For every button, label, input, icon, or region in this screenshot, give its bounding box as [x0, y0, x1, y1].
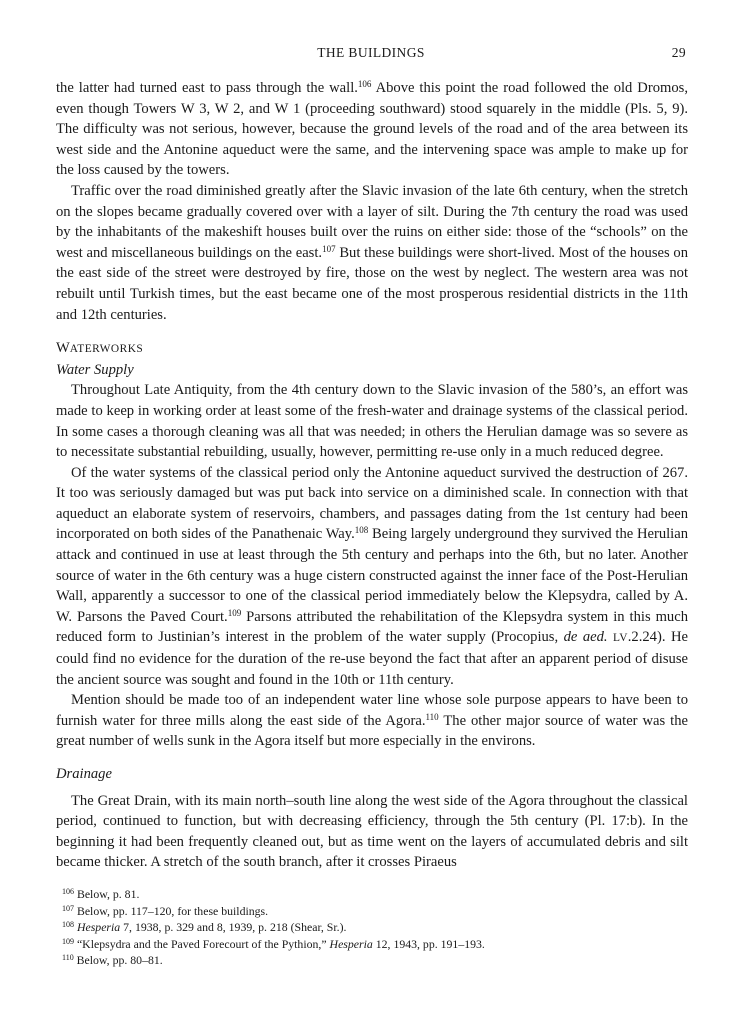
footnote-ref-109[interactable]: 109 [227, 607, 242, 618]
footnote: $^{108}$ Hesperia 7, 1938, p. 329 and 8, 1939, p. 218 (Shear, Sr.). [62, 920, 347, 935]
page-number: 29 [671, 45, 686, 60]
citation-book: LV [613, 632, 628, 645]
footnote: $^{109}$ “Klepsydra and the Paved Forecourt of the Pythion,” Hesperia 12, 1943, pp. 191–193. [62, 936, 485, 951]
footnote: $^{107}$ Below, pp. 117–120, for these buildings. [62, 903, 269, 918]
footnote-ref-110[interactable]: 110 [425, 711, 439, 722]
paragraph-road-dromos: the latter had turned east to pass through the wall.$^{106}$ Above this point the road followed the old Dromos, even though Towers W 3, W 2, and W 1 (proceeding southward) stood squarely in the middle (Pls. 5, 9). The difficulty was not serious, however, because the ground levels of the road and of the area between its west side and the Antonine aqueduct were the same, and the intervening space was ample to make up for the loss caused by the towers. [56, 79, 688, 179]
citation-title: de aed. [563, 629, 608, 646]
footnote-ref-107[interactable]: 107 [322, 243, 336, 254]
footnotes [62, 886, 688, 969]
running-title: THE BUILDINGS [317, 45, 425, 60]
paragraph-great-drain: The Great Drain, with its main north–south line along the west side of the Agora throughout the classical period, continued to function, but with decreasing efficiency, through the 5th century (Pl. 17:b). In the beginning it had been frequently cleaned out, but as time went on the layers of accumulated debris and silt became thicker. A stretch of the south branch, after it crosses Piraeus [56, 792, 688, 871]
paragraph-late-antiquity: Throughout Late Antiquity, from the 4th century down to the Slavic invasion of the 580’s, an effort was made to keep in working order at least some of the fresh-water and drainage systems of the classical period. In some cases a thorough cleaning was all that was needed; in others the Herulian damage was so severe as to necessitate substantial rebuilding, usually, however, permitting re-use only in a much reduced degree. [56, 382, 688, 461]
footnote-ref-108[interactable]: 108 [354, 525, 369, 536]
section-heading-waterworks: WATERWORKS [56, 340, 144, 357]
paragraph-mills: Mention should be made too of an independent water line whose sole purpose appears to have been to furnish water for three mills along the east side of the Agora.$^{110}$ The other major source of water was the great number of wells sunk in the Agora itself but more especially in the environs. [56, 692, 688, 750]
footnote: $^{110}$ Below, pp. 80–81. [62, 953, 163, 968]
subheading-water-supply: Water Supply [56, 361, 134, 378]
footnote: $^{106}$ Below, p. 81. [62, 887, 140, 901]
subheading-drainage: Drainage [56, 766, 112, 782]
running-header [56, 45, 686, 65]
main-text [56, 78, 688, 873]
footnote-ref-106[interactable]: 106 [357, 79, 372, 89]
paragraph-traffic: Traffic over the road diminished greatly after the Slavic invasion of the late 6th century, when the stretch on the slopes became gradually covered over with a layer of silt. During the 7th century the road was used by the inhabitants of the makeshift houses built over the ruins on either side: those of the “schools” on the west and miscellaneous buildings on the east.$^{107}$ But these buildings were short-lived. Most of the houses on the east side of the street were destroyed by fire, those on the west by neglect. The western area was not rebuilt until Turkish times, but the east became one of the most prosperous residential districts in the 11th and 12th centuries. [56, 182, 688, 323]
paragraph-water-systems: Of the water systems of the classical period only the Antonine aqueduct survived the destruction of 267. It too was seriously damaged but was put back into service on a diminished scale. In connection with that aqueduct an elaborate system of reservoirs, chambers, and passages dating from the 1st century had been incorporated on both sides of the Panathenaic Way.$^{108}$ Being largely underground they survived the Herulian attack and continued in use at least through the 5th century and perhaps into the 6th, but no later. Another source of water in the 6th century was a huge cistern constructed against the inner face of the Post-Herulian Wall, apparently a successor to one of the classical period immediately below the Klepsydra, called by A. W. Parsons the Paved Court.$^{109}$ Parsons attributed the rehabilitation of the Klepsydra system in this much reduced form to Justinian’s interest in the problem of the water supply (Procopius, de aed. LV.2.24). He could find no evidence for the duration of the re-use beyond the fact that after an apparent period of disuse the ancient source was sought and found in the 10th or 11th century. [56, 464, 688, 688]
